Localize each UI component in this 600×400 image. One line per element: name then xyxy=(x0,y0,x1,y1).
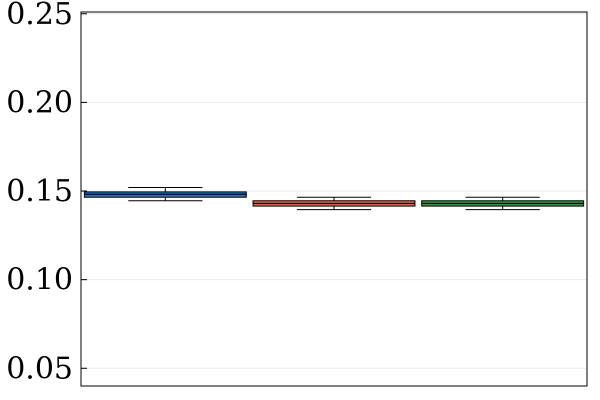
box-series-3 xyxy=(422,197,584,209)
y-tick-label: 0.10 xyxy=(6,262,73,298)
y-tick-label: 0.15 xyxy=(6,174,73,210)
box-series-2 xyxy=(253,197,415,209)
box-series-1 xyxy=(84,187,246,200)
y-axis xyxy=(6,0,87,386)
y-tick-label: 0.25 xyxy=(6,0,73,32)
y-tick-label: 0.05 xyxy=(6,351,73,387)
grid-lines xyxy=(81,14,587,369)
y-tick-label: 0.20 xyxy=(6,85,73,121)
